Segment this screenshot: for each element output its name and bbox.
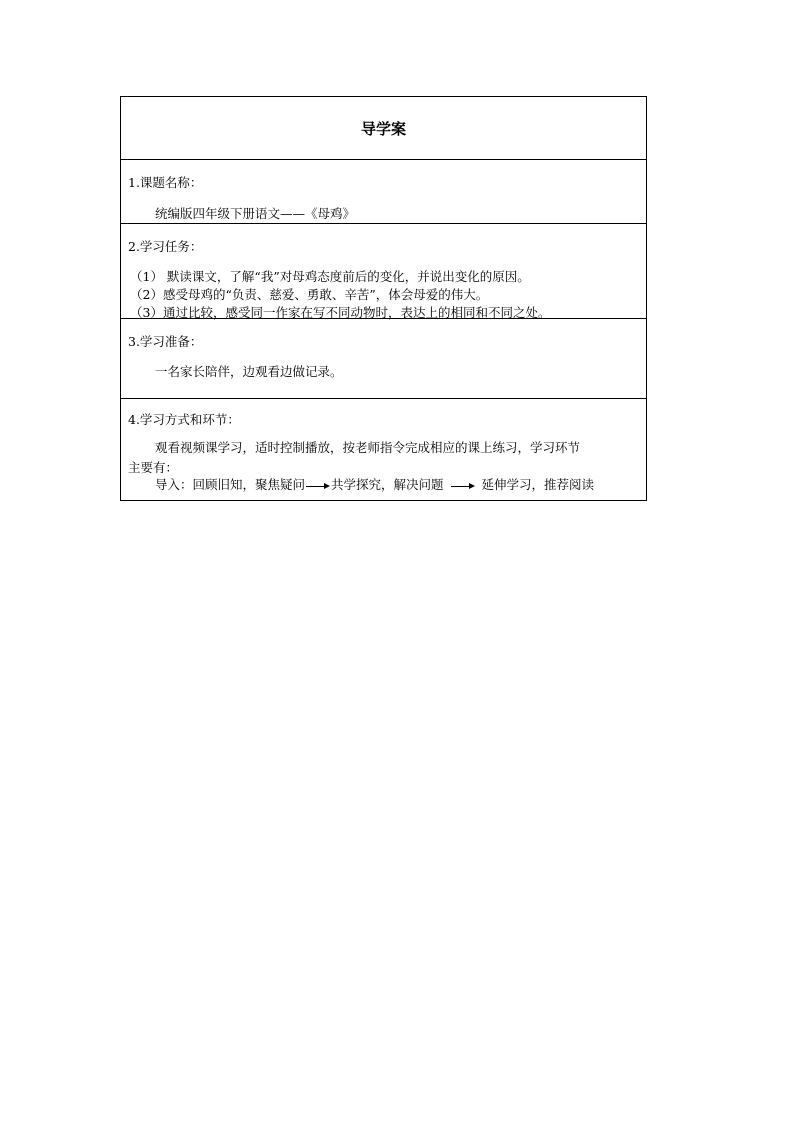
right-arrow-icon: [451, 480, 475, 490]
flow-step-1: 导入：回顾旧知，聚焦疑问: [155, 477, 306, 492]
method-heading: 4.学习方式和环节：: [128, 412, 240, 427]
study-guide-table: [120, 96, 647, 501]
learning-flow: [155, 476, 594, 494]
task-item-2: （2）感受母鸡的“负责、慈爱、勇敢、辛苦”，体会母爱的伟大。: [130, 287, 489, 302]
topic-section: [121, 160, 646, 224]
prep-heading: 3.学习准备：: [128, 334, 203, 349]
tasks-section: [121, 224, 646, 319]
topic-heading: 1.课题名称：: [128, 175, 203, 190]
task-item-1: （1） 默读课文，了解“我”对母鸡态度前后的变化，并说出变化的原因。: [130, 269, 530, 284]
right-arrow-icon: [306, 480, 330, 490]
flow-step-2: 共学探究，解决问题: [331, 477, 444, 492]
method-paragraph-line-2: 主要有：: [128, 460, 179, 475]
task-item-3: （3）通过比较，感受同一作家在写不同动物时，表达上的相同和不同之处。: [130, 305, 551, 320]
page-title: 导学案: [360, 120, 406, 138]
method-paragraph-line-1: 观看视频课学习，适时控制播放，按老师指令完成相应的课上练习，学习环节: [155, 440, 581, 455]
flow-step-3: 延伸学习，推荐阅读: [481, 477, 595, 492]
topic-content: 统编版四年级下册语文——《母鸡》: [155, 206, 356, 221]
title-cell: [121, 97, 646, 160]
method-section: [121, 399, 646, 500]
tasks-heading: 2.学习任务：: [128, 239, 203, 254]
prep-content: 一名家长陪伴，边观看边做记录。: [155, 364, 343, 379]
prep-section: [121, 319, 646, 399]
